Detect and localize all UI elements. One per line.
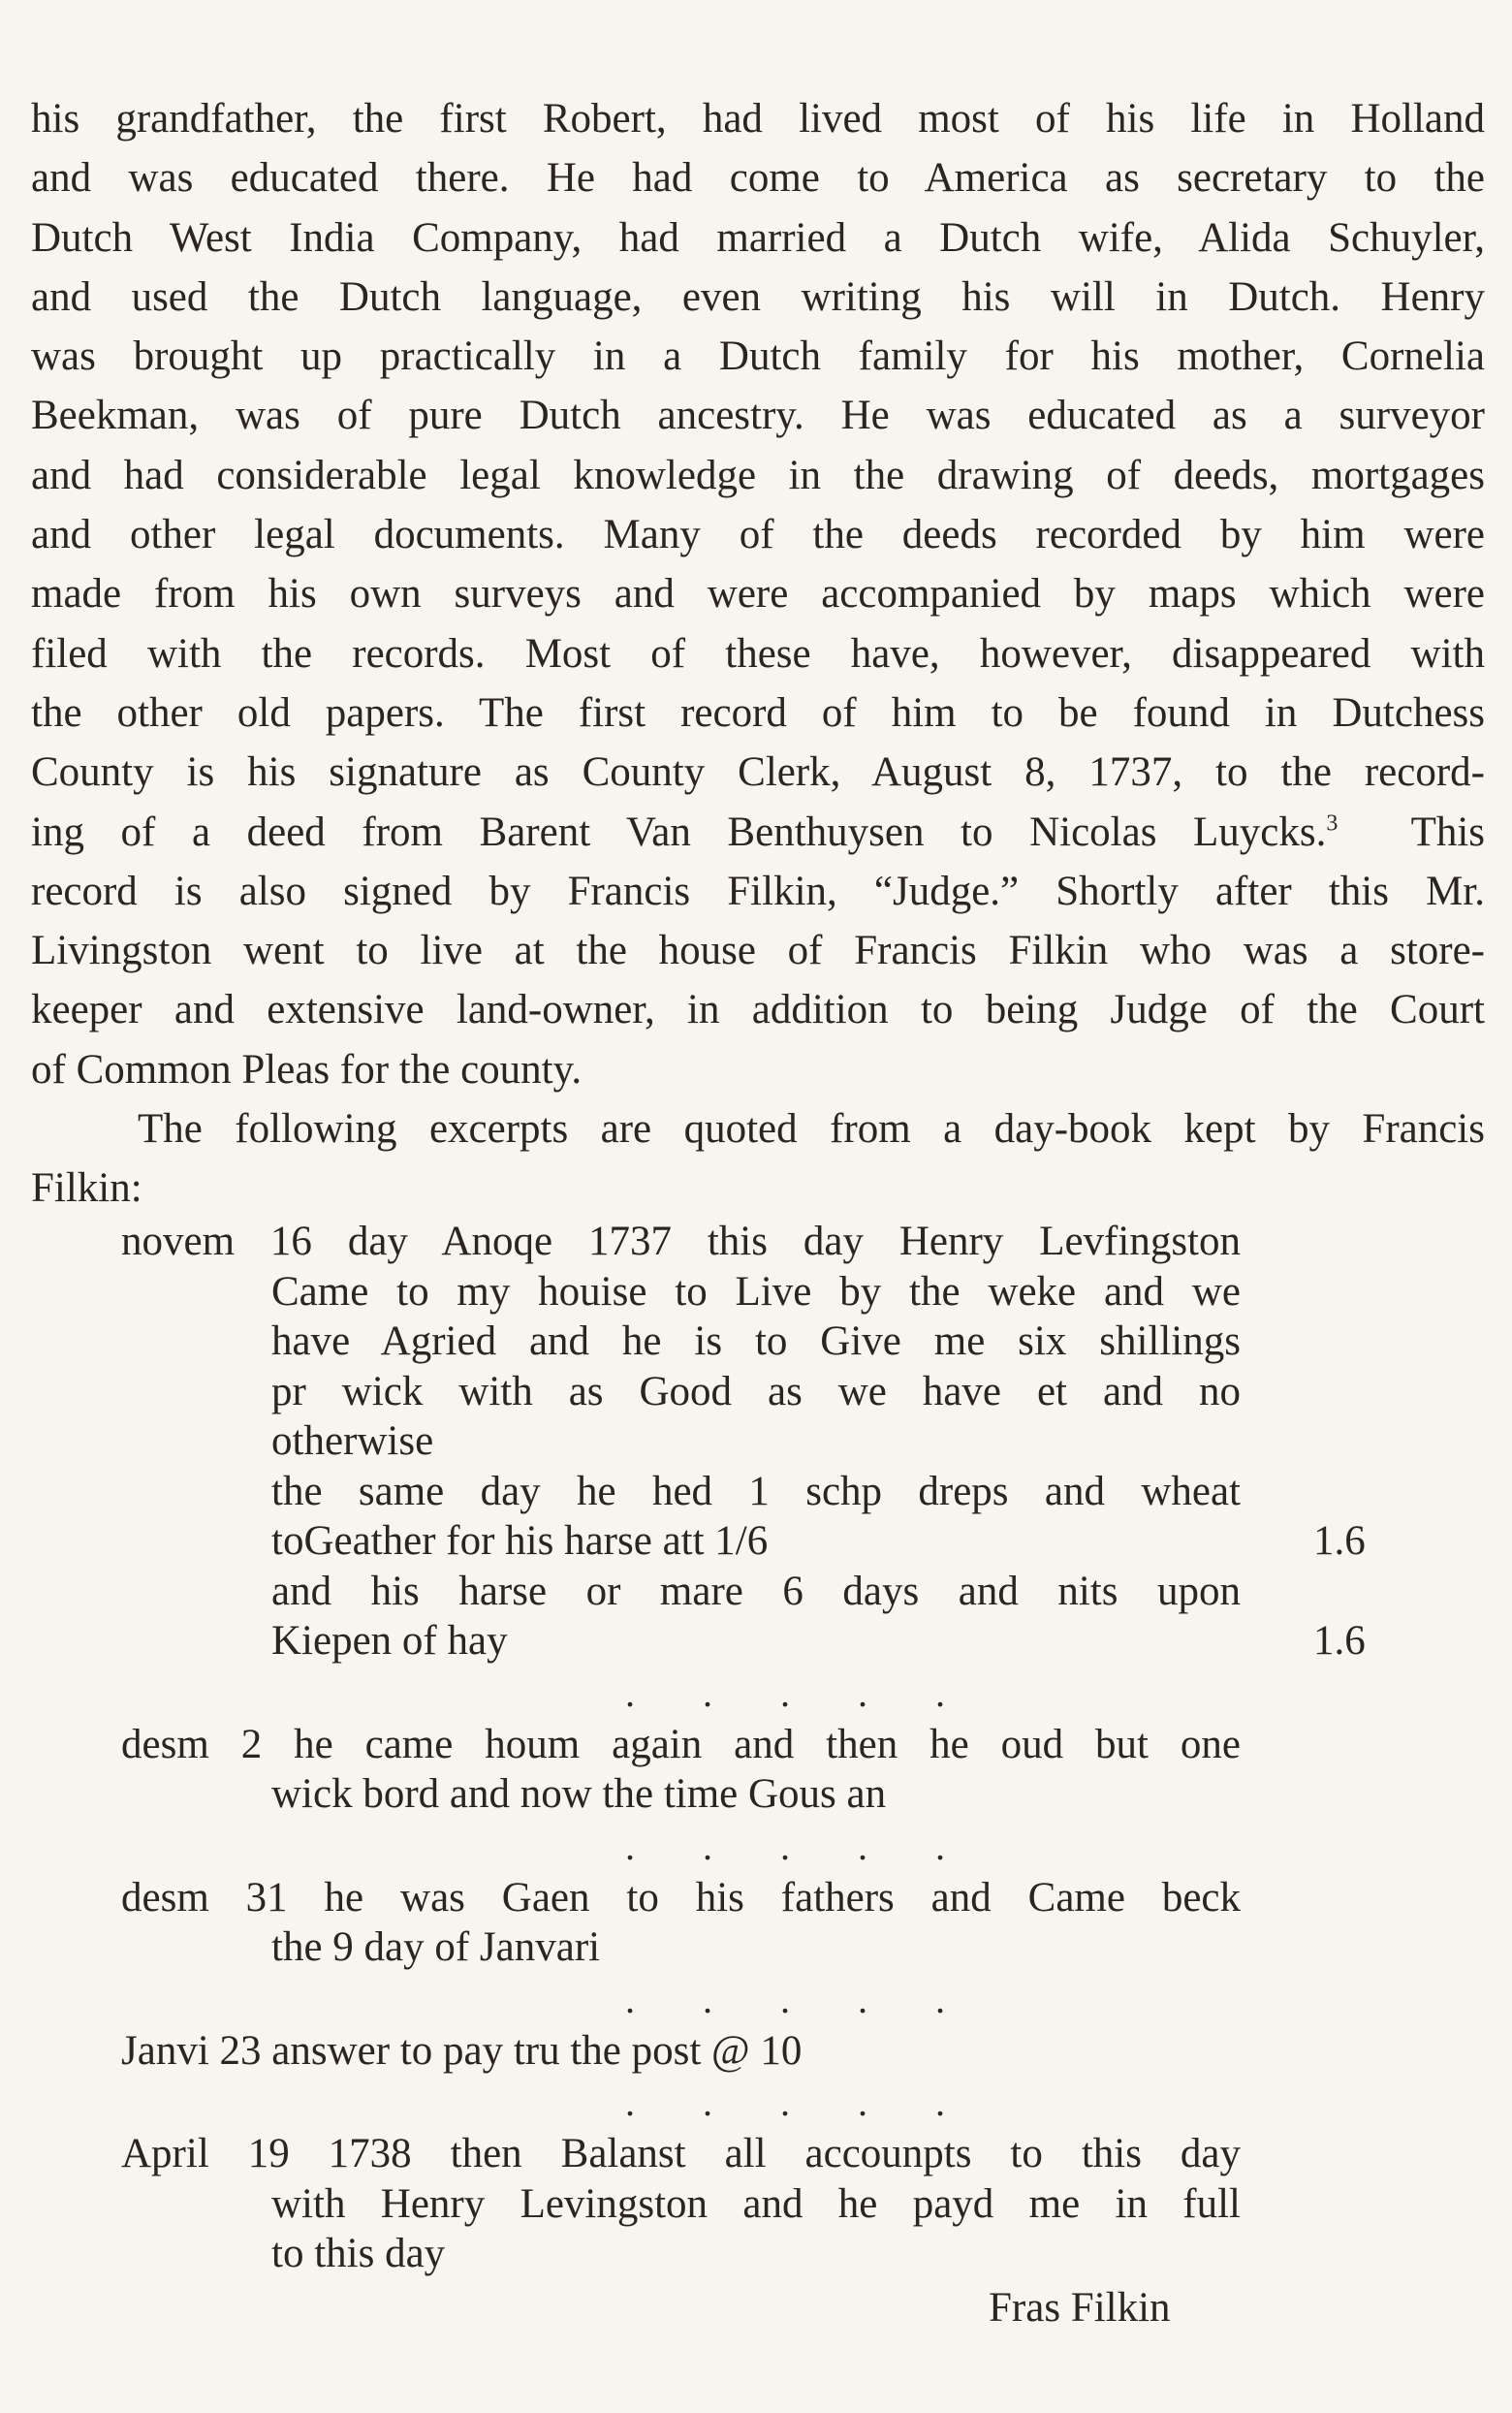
entry-line: to this day xyxy=(271,2231,446,2276)
paragraph-excerpt-intro xyxy=(31,1099,1485,1219)
text-line: of Common Pleas for the county. xyxy=(31,1046,583,1093)
entry-line: novem 16 day Anoqe 1737 this day Henry Levfingston xyxy=(121,1219,1241,1264)
ellipsis-separator: . . . . . xyxy=(625,1977,974,2021)
entry-continuation xyxy=(121,1922,1401,1973)
entry-line: otherwise xyxy=(271,1418,434,1464)
entry-line: and his harse or mare 6 days and nits upon xyxy=(271,1568,1241,1614)
entry-continuation xyxy=(121,1267,1401,1667)
entry-line: have Agried and he is to Give me six shillings xyxy=(271,1318,1241,1364)
text-line: and other legal documents. Many of the deeds recorded by him were xyxy=(31,512,1485,558)
text-line: and had considerable legal knowledge in the drawing of deeds, mortgages xyxy=(31,452,1485,498)
text-line: made from his own surveys and were accompanied by maps which were xyxy=(31,571,1485,618)
amount: 1.6 xyxy=(1313,1618,1366,1664)
day-book-excerpts xyxy=(121,1217,1401,2337)
text-line: his grandfather, the first Robert, had lived most of his life in Holland xyxy=(31,96,1485,142)
footnote-marker: 3 xyxy=(1326,810,1339,837)
entry-line: wick bord and now the time Gous an xyxy=(271,1771,887,1817)
text-line: The following excerpts are quoted from a day-book kept by Francis xyxy=(138,1106,1485,1153)
entry-line: desm 2 he came houm again and then he oud but one xyxy=(121,1721,1241,1767)
entry-line: April 19 1738 then Balanst all accounpts to this day xyxy=(121,2131,1241,2176)
text-line: Beekman, was of pure Dutch ancestry. He was educated as a surveyor xyxy=(31,393,1485,439)
entry-line: desm 31 he was Gaen to his fathers and Came beck xyxy=(121,1874,1241,1921)
page-body xyxy=(31,89,1485,1219)
text-segment: ing of a deed from Barent Van Benthuysen to Nicolas Luycks. xyxy=(31,809,1327,855)
paragraph-livingston-history xyxy=(31,89,1485,1099)
text-line: Dutch West India Company, had married a Dutch wife, Alida Schuyler, xyxy=(31,214,1485,261)
entry-continuation xyxy=(121,1769,1401,1820)
entry-line: toGeather for his harse att 1/6 1.6 xyxy=(271,1516,1401,1567)
text-line: filed with the records. Most of these have, however, disappeared with xyxy=(31,630,1485,677)
entry-line: the same day he hed 1 schp dreps and wheat xyxy=(271,1468,1241,1514)
text-line: County is his signature as County Clerk, August 8, 1737, to the record- xyxy=(31,749,1485,796)
text-line: was brought up practically in a Dutch family for his mother, Cornelia xyxy=(31,333,1485,380)
entry-line: Came to my houise to Live by the weke and we xyxy=(271,1268,1241,1315)
entry-december-31 xyxy=(121,1873,1401,1973)
text-line: record is also signed by Francis Filkin, “Judge.” Shortly after this Mr. xyxy=(31,868,1485,914)
text-line: and was educated there. He had come to America as secretary to the xyxy=(31,155,1485,202)
entry-continuation xyxy=(121,2179,1401,2279)
text-line: keeper and extensive land-owner, in addition to being Judge of the Court xyxy=(31,987,1485,1033)
text-segment: This xyxy=(1410,809,1486,855)
signature-fras-filkin: Fras Filkin xyxy=(989,2284,1171,2331)
text-line: the other old papers. The first record of him to be found in Dutchess xyxy=(31,689,1485,736)
ellipsis-separator: . . . . . xyxy=(625,1824,974,1868)
entry-november-1737 xyxy=(121,1217,1401,1667)
text-line: and used the Dutch language, even writing his will in Dutch. Henry xyxy=(31,273,1485,320)
entry-line: Janvi 23 answer to pay tru the post @ 10 xyxy=(121,2027,803,2074)
entry-december-2 xyxy=(121,1720,1401,1820)
text-line: Livingston went to live at the house of Francis Filkin who was a store- xyxy=(31,928,1485,974)
entry-april-1738 xyxy=(121,2129,1401,2279)
text-line: Filkin: xyxy=(31,1165,142,1212)
ellipsis-separator: . . . . . xyxy=(625,1670,974,1715)
entry-line: Kiepen of hay 1.6 xyxy=(271,1616,1401,1667)
text-line-with-footnote xyxy=(31,803,1485,862)
ellipsis-separator: . . . . . xyxy=(625,2080,974,2124)
entry-january-23 xyxy=(121,2026,1401,2077)
amount: 1.6 xyxy=(1313,1518,1366,1564)
entry-line: pr wick with as Good as we have et and no xyxy=(271,1368,1241,1414)
entry-line: with Henry Levingston and he payd me in full xyxy=(271,2180,1241,2227)
entry-line: the 9 day of Janvari xyxy=(271,1924,601,1970)
